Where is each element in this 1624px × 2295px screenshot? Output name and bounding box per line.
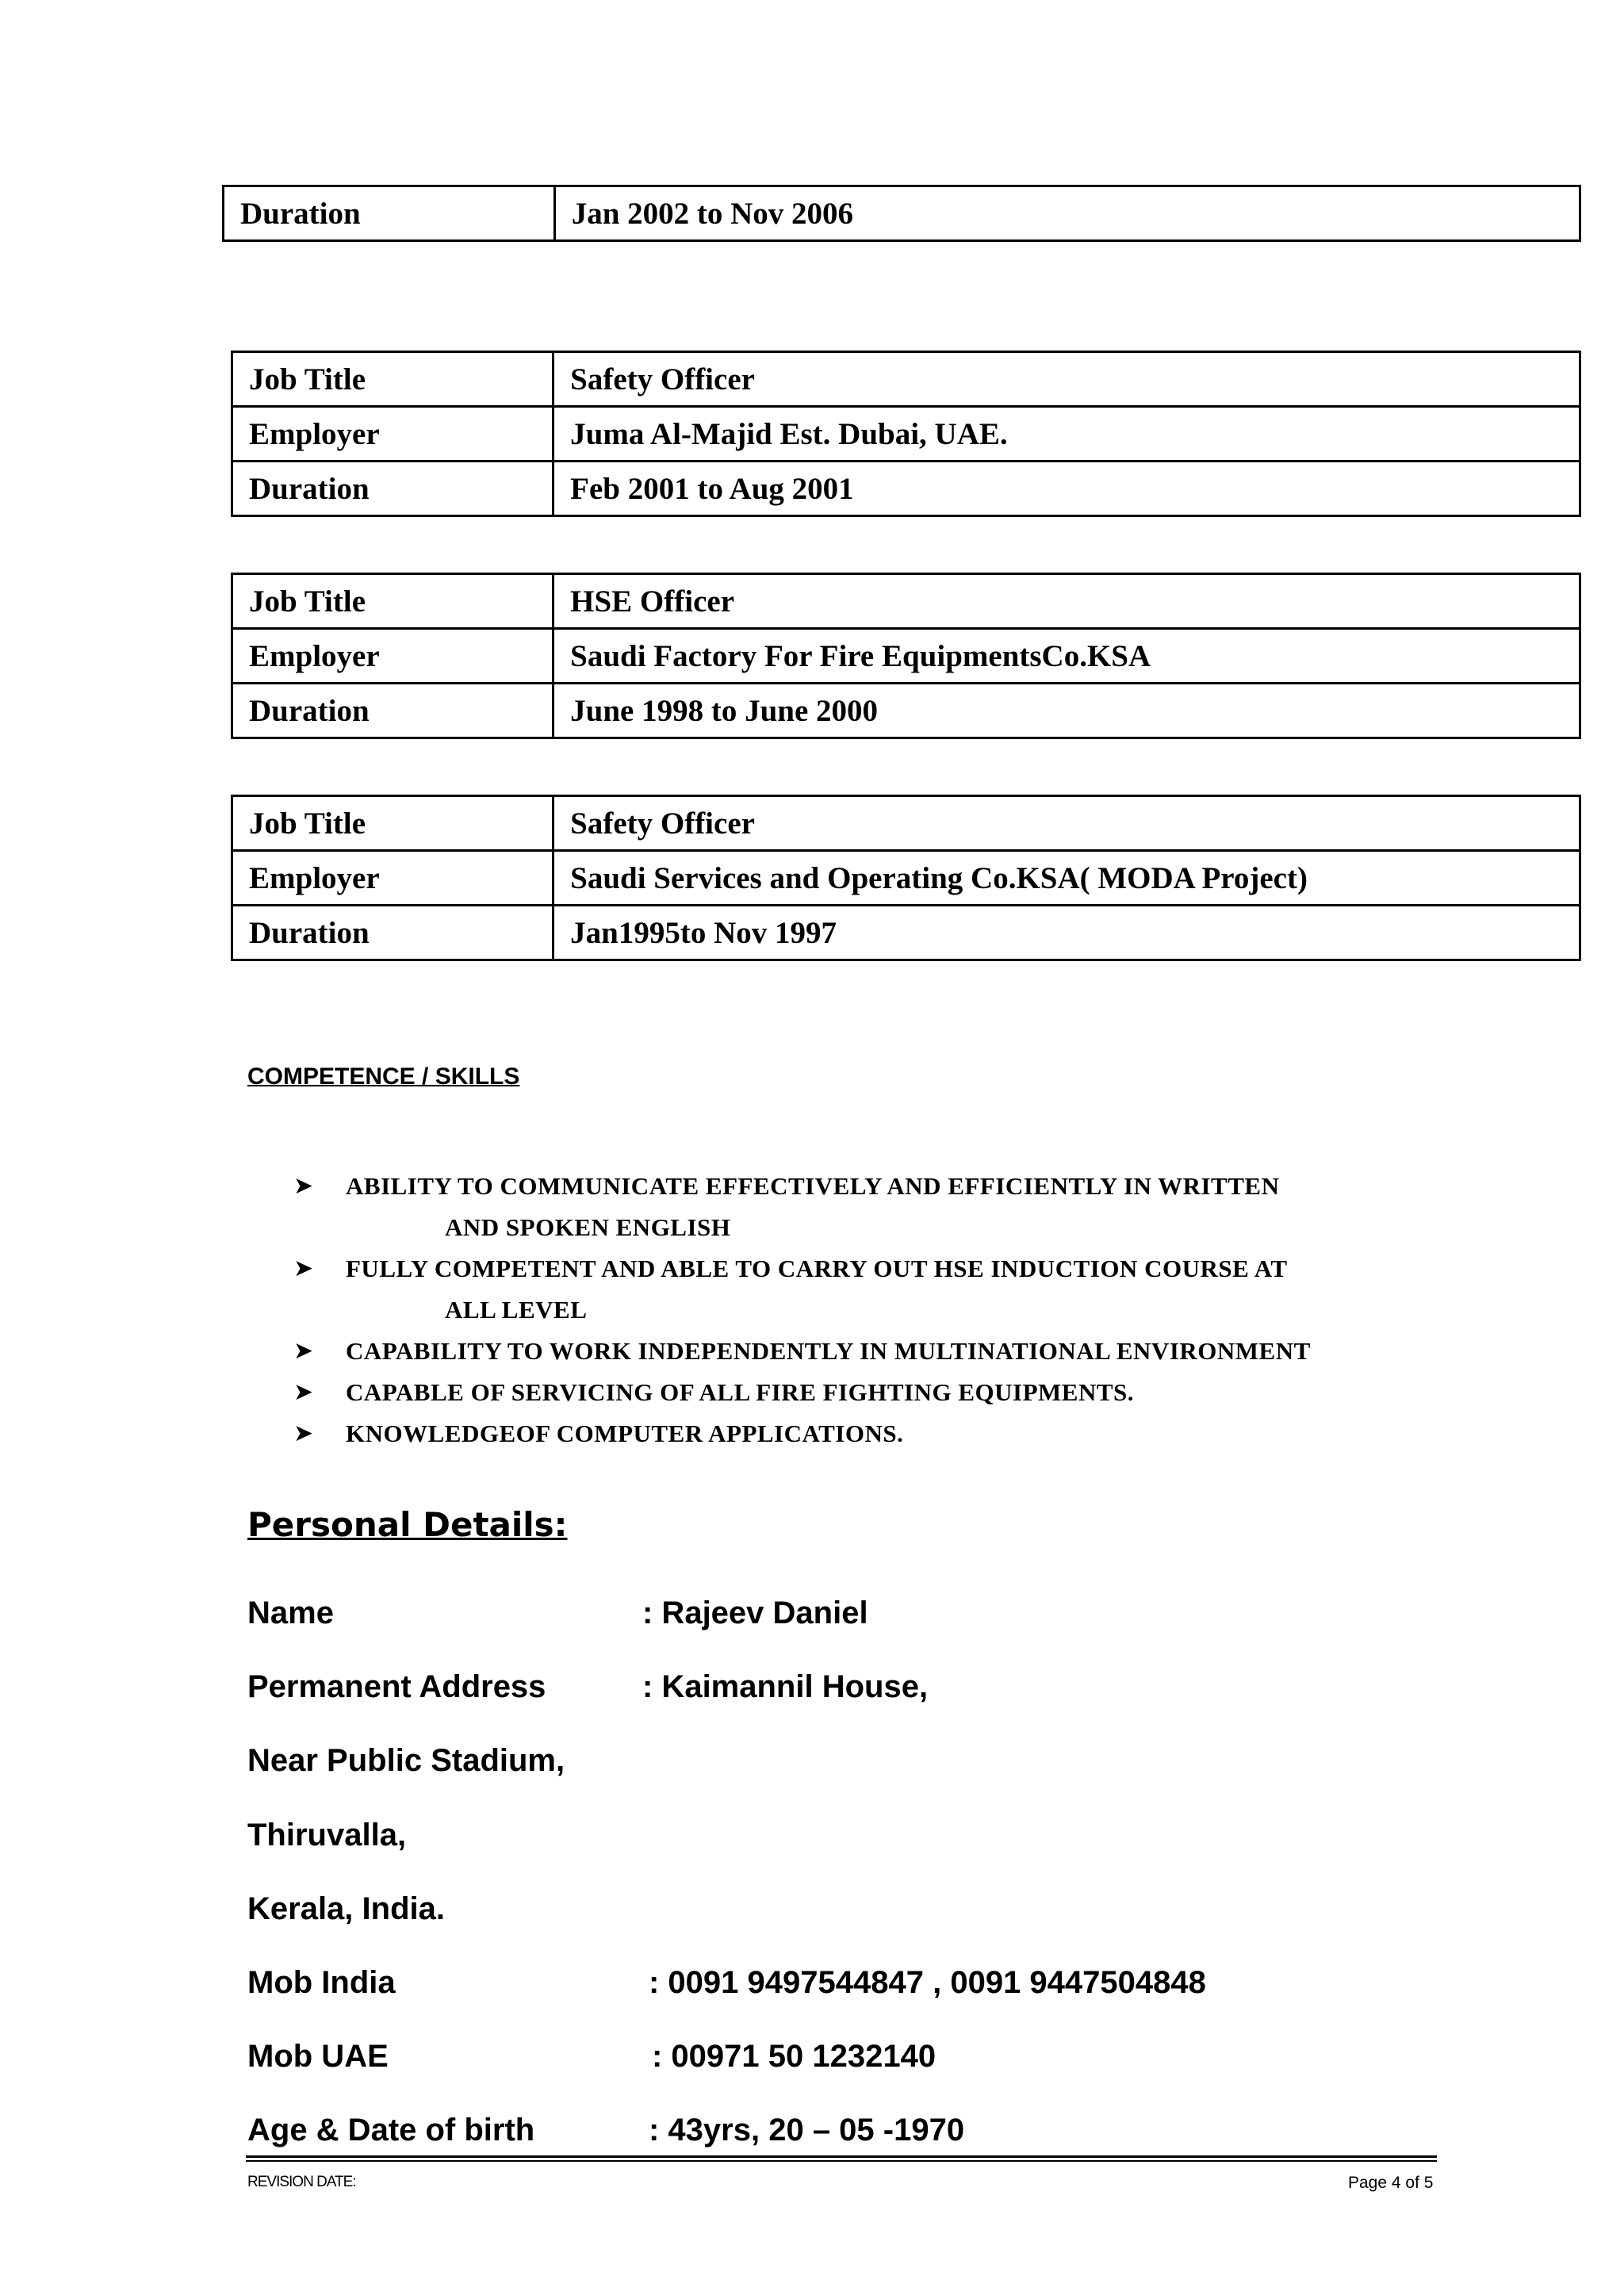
- list-item: [293, 1372, 1427, 1413]
- age-value: : 43yrs, 20 – 05 -1970: [649, 2113, 965, 2147]
- skills-list: [293, 1166, 1427, 1454]
- row-value: June 1998 to June 2000: [553, 684, 1580, 738]
- table-row: [232, 684, 1580, 738]
- footer-divider: [246, 2155, 1437, 2158]
- address-value: : Kaimannil House,: [642, 1669, 929, 1704]
- row-value: Feb 2001 to Aug 2001: [553, 462, 1580, 516]
- table-row: [232, 796, 1580, 851]
- row-label: Job Title: [232, 574, 553, 629]
- arrowhead-bullet-icon: ➤: [293, 1337, 314, 1365]
- skill-line: FULLY COMPETENT AND ABLE TO CARRY OUT HSE INDUCTION COURSE AT: [346, 1255, 1288, 1282]
- row-value: Jan 2002 to Nov 2006: [554, 186, 1580, 241]
- row-value: Safety Officer: [553, 352, 1580, 407]
- name-label: Name: [247, 1596, 334, 1630]
- row-label: Duration: [232, 684, 553, 738]
- arrowhead-bullet-icon: ➤: [293, 1172, 314, 1200]
- skill-line: CAPABLE OF SERVICING OF ALL FIRE FIGHTING EQUIPMENTS.: [346, 1378, 1135, 1406]
- address-line-3: Thiruvalla,: [247, 1818, 407, 1852]
- row-label: Employer: [232, 629, 553, 684]
- skill-line-continued: ALL LEVEL: [445, 1296, 588, 1324]
- arrowhead-bullet-icon: ➤: [293, 1420, 314, 1447]
- duration-table-current: [222, 185, 1581, 242]
- row-value: Saudi Factory For Fire EquipmentsCo.KSA: [553, 629, 1580, 684]
- skill-line-continued: AND SPOKEN ENGLISH: [445, 1213, 731, 1241]
- table-row: [232, 462, 1580, 516]
- address-line-4: Kerala, India.: [247, 1891, 445, 1926]
- table-row: [232, 352, 1580, 407]
- table-row: [232, 574, 1580, 629]
- row-label: Duration: [232, 462, 553, 516]
- row-value: Saudi Services and Operating Co.KSA( MODA Project): [553, 851, 1580, 906]
- skill-line: CAPABILITY TO WORK INDEPENDENTLY IN MULTINATIONAL ENVIRONMENT: [346, 1337, 1311, 1365]
- row-label: Job Title: [232, 352, 553, 407]
- arrowhead-bullet-icon: ➤: [293, 1255, 314, 1282]
- job-table-saudi-factory: [231, 573, 1581, 739]
- table-row: [232, 906, 1580, 960]
- mob-uae-value: : 00971 50 1232140: [652, 2039, 936, 2074]
- age-label: Age & Date of birth: [247, 2113, 535, 2147]
- table-row: [232, 629, 1580, 684]
- mob-uae-label: Mob UAE: [247, 2039, 389, 2074]
- revision-date-label: REVISION DATE:: [247, 2174, 356, 2190]
- table-row: [232, 407, 1580, 462]
- table-row: [232, 851, 1580, 906]
- skill-line: KNOWLEDGEOF COMPUTER APPLICATIONS.: [346, 1420, 904, 1447]
- arrowhead-bullet-icon: ➤: [293, 1378, 314, 1406]
- competence-heading: COMPETENCE / SKILLS: [247, 1063, 520, 1090]
- list-item: [293, 1166, 1427, 1248]
- row-value: HSE Officer: [553, 574, 1580, 629]
- list-item: [293, 1413, 1427, 1454]
- job-table-saudi-services: [231, 795, 1581, 961]
- row-label: Duration: [232, 906, 553, 960]
- row-value: Safety Officer: [553, 796, 1580, 851]
- address-label: Permanent Address: [247, 1669, 546, 1704]
- footer-divider-secondary: [246, 2160, 1437, 2162]
- page-number: Page 4 of 5: [1348, 2174, 1434, 2192]
- personal-details-heading: Personal Details:: [247, 1505, 568, 1544]
- address-line-2: Near Public Stadium,: [247, 1743, 565, 1778]
- name-value: : Rajeev Daniel: [642, 1596, 868, 1630]
- row-value: Juma Al-Majid Est. Dubai, UAE.: [553, 407, 1580, 462]
- job-table-juma-al-majid: [231, 351, 1581, 517]
- table-row: [224, 186, 1580, 241]
- row-label: Employer: [232, 407, 553, 462]
- skill-line: ABILITY TO COMMUNICATE EFFECTIVELY AND EFFICIENTLY IN WRITTEN: [346, 1172, 1280, 1200]
- mob-india-value: : 0091 9497544847 , 0091 9447504848: [649, 1965, 1206, 2000]
- row-label: Duration: [224, 186, 555, 241]
- mob-india-label: Mob India: [247, 1965, 396, 2000]
- row-label: Employer: [232, 851, 553, 906]
- row-label: Job Title: [232, 796, 553, 851]
- row-value: Jan1995to Nov 1997: [553, 906, 1580, 960]
- list-item: [293, 1331, 1427, 1372]
- list-item: [293, 1248, 1427, 1331]
